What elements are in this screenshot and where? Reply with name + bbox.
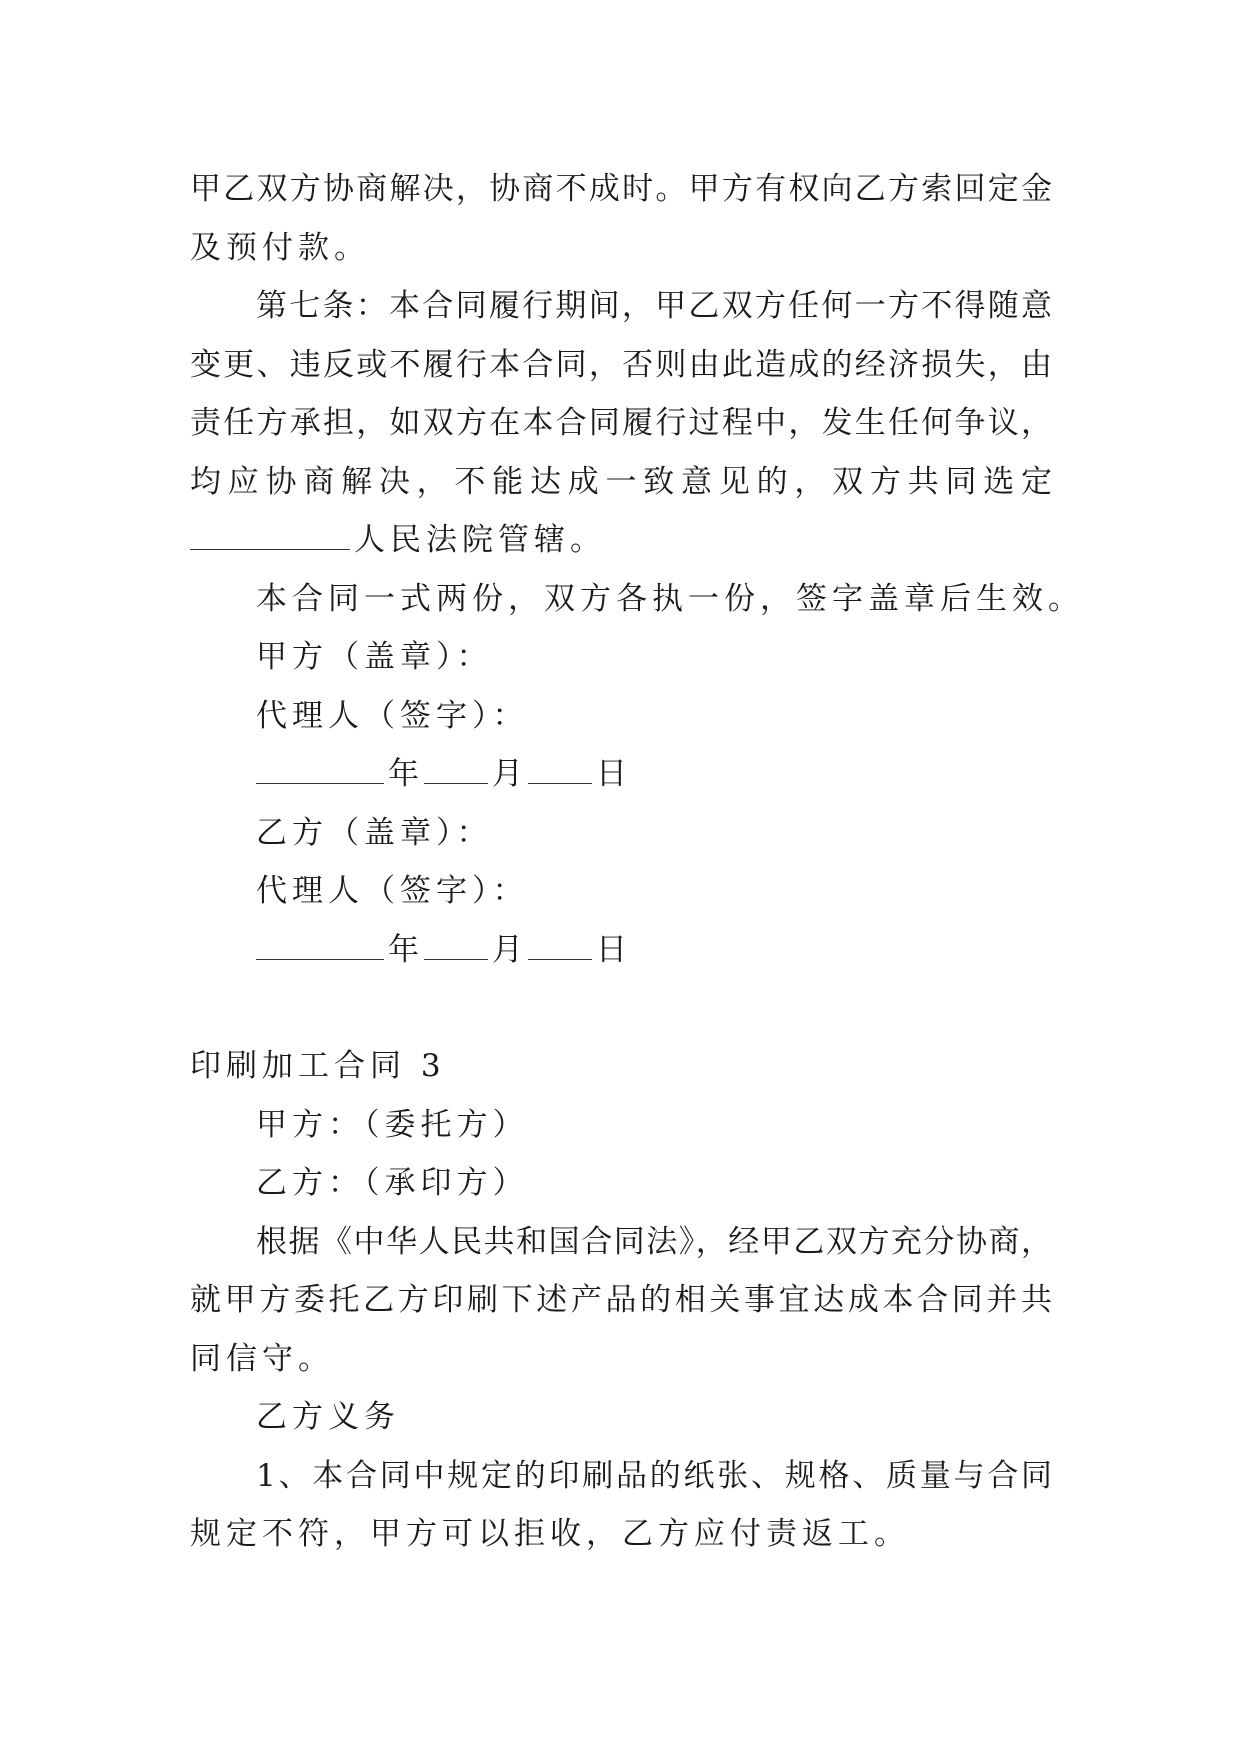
party-a-seal-label: 甲方（盖章）： [256,639,493,675]
party-a-agent-label: 代理人（签字）： [256,697,529,734]
day-label: 日 [596,756,632,792]
year-label: 年 [388,931,424,968]
article-7-line: 第七条：本合同履行期间，甲乙双方任何一方不得随意 [256,288,1052,324]
contract-3-title: 印刷加工合同 3 [190,1048,446,1084]
section-heading: 乙方义务 [256,1399,400,1435]
article-7-line: 责任方承担，如双方在本合同履行过程中，发生任何争议， [190,405,1052,441]
day-blank [528,957,592,960]
party-b-seal-label: 乙方（盖章）： [256,814,493,851]
year-blank [256,957,384,960]
closing-clause: 本合同一式两份，双方各执一份，签字盖章后生效。 [256,580,1084,617]
section-spacer [190,979,1052,1037]
year-label: 年 [388,756,424,792]
preamble-line: 根据《中华人民共和国合同法》，经甲乙双方充分协商， [256,1223,1052,1260]
obligation-item-line: 规定不符，甲方可以拒收，乙方应付责返工。 [190,1516,910,1552]
party-b-agent-label: 代理人（签字）： [256,873,529,909]
party-a-date-line [190,745,1052,804]
article-7-line: 变更、违反或不履行本合同，否则由此造成的经济损失，由 [190,346,1052,383]
court-name-blank [190,547,350,550]
article-7-line: 均应协商解决，不能达成一致意见的，双方共同选定 [190,463,1052,500]
year-blank [256,781,384,784]
obligation-item-line: 1、本合同中规定的印刷品的纸张、规格、质量与合同 [256,1457,1052,1494]
paragraph-line: 及预付款。 [190,229,370,266]
month-blank [424,781,488,784]
party-b-date-line [190,921,1052,980]
preamble-line: 就甲方委托乙方印刷下述产品的相关事宜达成本合同并共 [190,1282,1052,1318]
contract-3-party-b: 乙方：（承印方） [256,1165,529,1201]
day-blank [528,781,592,784]
month-label: 月 [492,756,528,792]
day-label: 日 [596,931,632,968]
contract-3-party-a: 甲方：（委托方） [256,1106,529,1143]
month-blank [424,957,488,960]
court-jurisdiction-text: 人民法院管辖。 [354,522,606,558]
document-body [190,160,1084,1564]
paragraph-line: 甲乙双方协商解决，协商不成时。甲方有权向乙方索回定金 [190,171,1052,207]
month-label: 月 [492,931,528,968]
article-7-line [190,511,1052,570]
preamble-line: 同信守。 [190,1340,334,1377]
